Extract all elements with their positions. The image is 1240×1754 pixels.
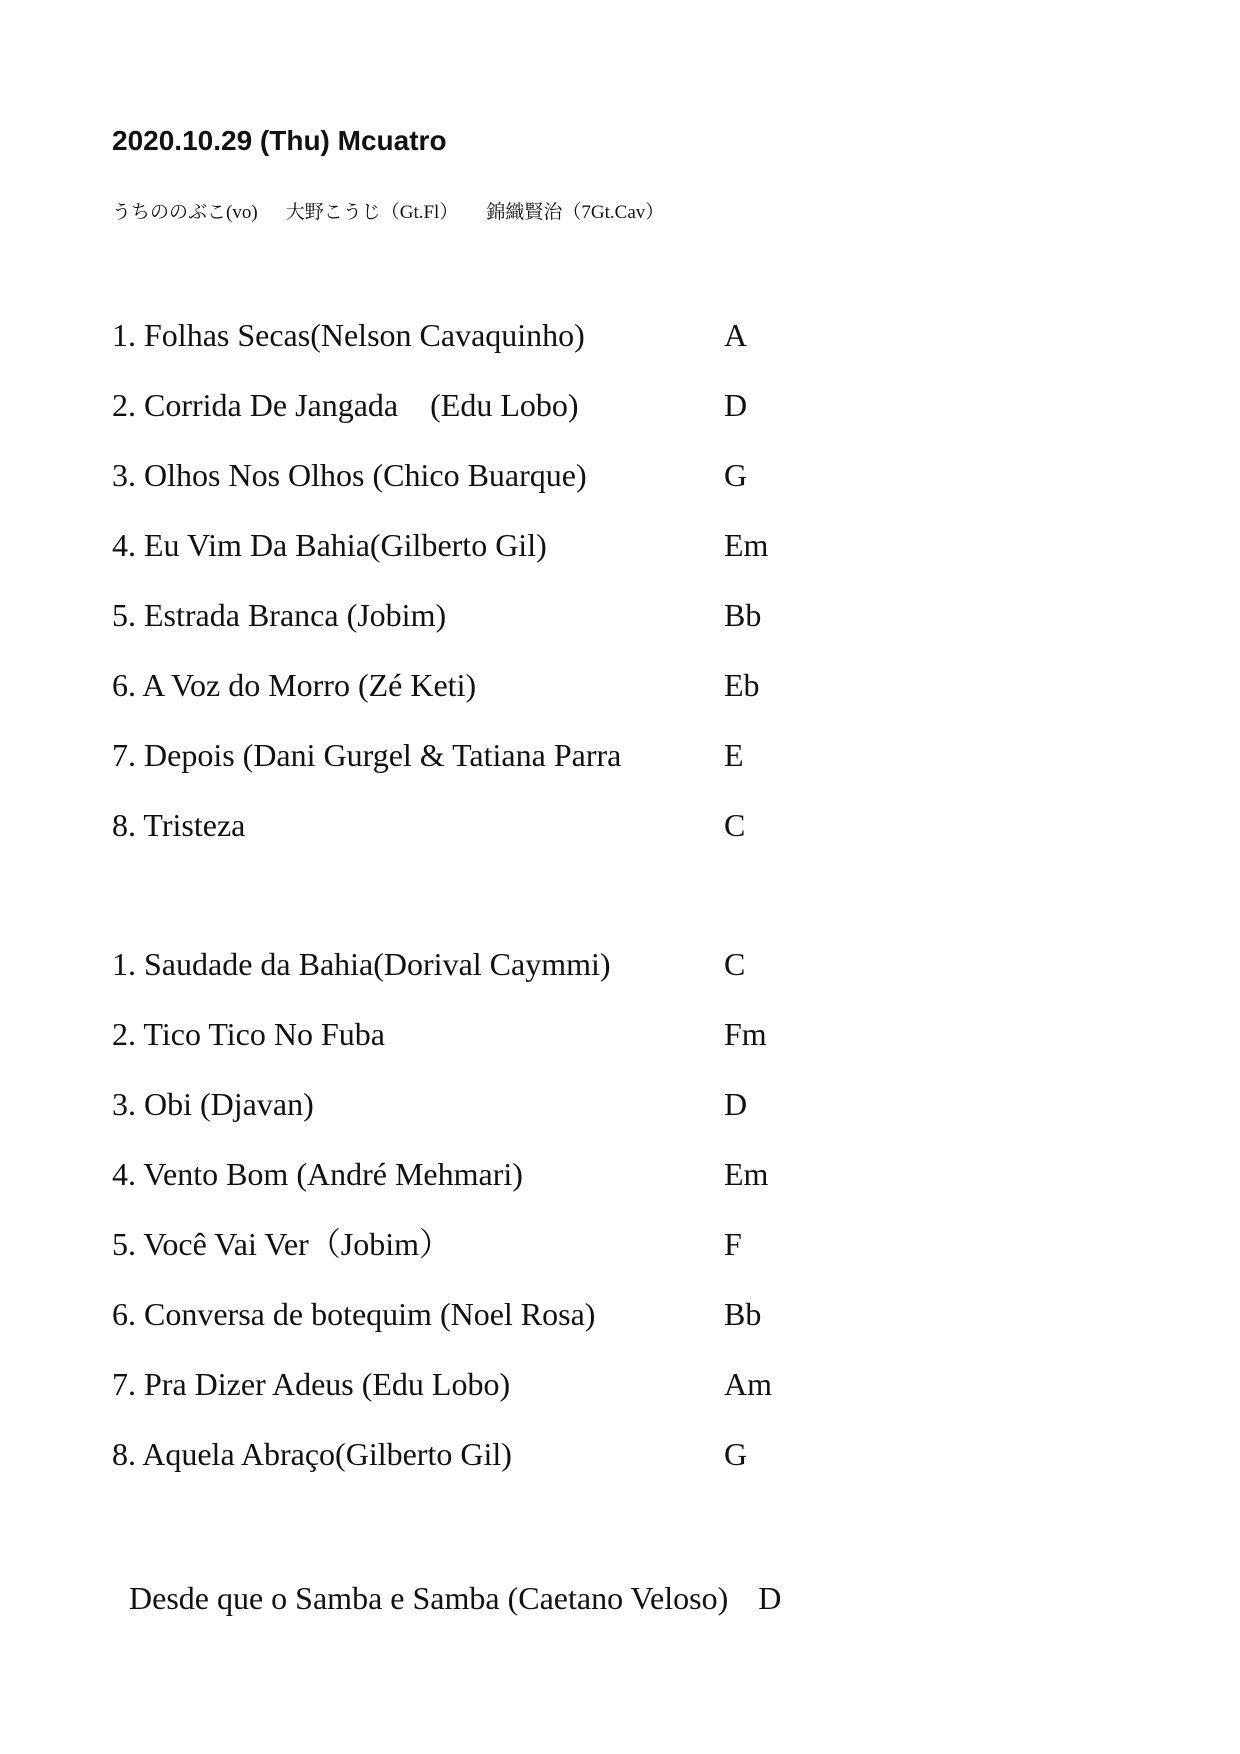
song-key: Bb — [724, 597, 762, 633]
song-title: 5. Você Vai Ver（Jobim） — [112, 1226, 451, 1262]
song-key: G — [724, 1436, 748, 1472]
song-key: Eb — [724, 667, 760, 703]
song-key: Bb — [724, 1296, 762, 1332]
member-name: 錦織賢治 — [486, 201, 563, 223]
song-key: D — [724, 1086, 748, 1122]
song-title: 5. Estrada Branca (Jobim) — [112, 597, 447, 633]
set-list-item — [112, 1083, 1012, 1153]
set-list-item — [112, 1223, 1012, 1293]
member-vocal — [112, 201, 258, 223]
band-members — [112, 199, 686, 226]
set-list-item — [112, 1153, 1012, 1223]
member-role: （Gt.Fl） — [380, 202, 459, 223]
song-title: 6. Conversa de botequim (Noel Rosa) — [112, 1296, 596, 1332]
page-title: 2020.10.29 (Thu) Mcuatro — [112, 125, 447, 156]
song-title: 7. Depois (Dani Gurgel & Tatiana Parra — [112, 737, 622, 773]
second-set-list — [112, 943, 1012, 1503]
set-list-item — [112, 524, 1012, 594]
member-role: (vo) — [226, 202, 258, 223]
member-name: 大野こうじ — [285, 201, 381, 223]
encore-song-key: D — [758, 1580, 782, 1616]
song-key: A — [724, 317, 748, 353]
song-title: 4. Vento Bom (André Mehmari) — [112, 1156, 523, 1192]
member-guitar-flute — [286, 201, 459, 223]
set-list-item — [112, 594, 1012, 664]
song-title: 7. Pra Dizer Adeus (Edu Lobo) — [112, 1366, 511, 1402]
set-list-item — [112, 804, 1012, 874]
member-name: うちののぶこ — [112, 201, 227, 223]
song-title: 3. Obi (Djavan) — [112, 1086, 314, 1122]
song-key: Fm — [724, 1016, 767, 1052]
encore-song-title: Desde que o Samba e Samba (Caetano Veloso) — [129, 1580, 729, 1616]
song-key: C — [724, 807, 746, 843]
song-title: 1. Folhas Secas(Nelson Cavaquinho) — [112, 317, 585, 353]
song-title: 2. Corrida De Jangada (Edu Lobo) — [112, 387, 579, 423]
member-7string-cavaquinho — [486, 201, 664, 223]
song-key: G — [724, 457, 748, 493]
song-key: E — [724, 737, 744, 773]
song-key: D — [724, 387, 748, 423]
song-title: 4. Eu Vim Da Bahia(Gilberto Gil) — [112, 527, 547, 563]
set-list-item — [112, 314, 1012, 384]
song-key: Em — [724, 527, 769, 563]
set-list-item — [112, 1013, 1012, 1083]
first-set-list — [112, 314, 1012, 874]
song-key: Am — [724, 1366, 772, 1402]
song-key: F — [724, 1226, 742, 1262]
member-role: （7Gt.Cav） — [562, 202, 665, 223]
set-list-item — [112, 1433, 1012, 1503]
set-list-item — [112, 454, 1012, 524]
set-list-item — [112, 734, 1012, 804]
set-list-item — [112, 664, 1012, 734]
set-list-item — [112, 1293, 1012, 1363]
set-list-item — [112, 384, 1012, 454]
song-key: Em — [724, 1156, 769, 1192]
song-title: 8. Aquela Abraço(Gilberto Gil) — [112, 1436, 512, 1472]
song-title: 3. Olhos Nos Olhos (Chico Buarque) — [112, 457, 587, 493]
song-title: 2. Tico Tico No Fuba — [112, 1016, 385, 1052]
encore-item — [129, 1577, 781, 1619]
set-list-item — [112, 943, 1012, 1013]
song-title: 6. A Voz do Morro (Zé Keti) — [112, 667, 477, 703]
song-title: 1. Saudade da Bahia(Dorival Caymmi) — [112, 946, 611, 982]
set-list-item — [112, 1363, 1012, 1433]
song-title: 8. Tristeza — [112, 807, 246, 843]
song-key: C — [724, 946, 746, 982]
